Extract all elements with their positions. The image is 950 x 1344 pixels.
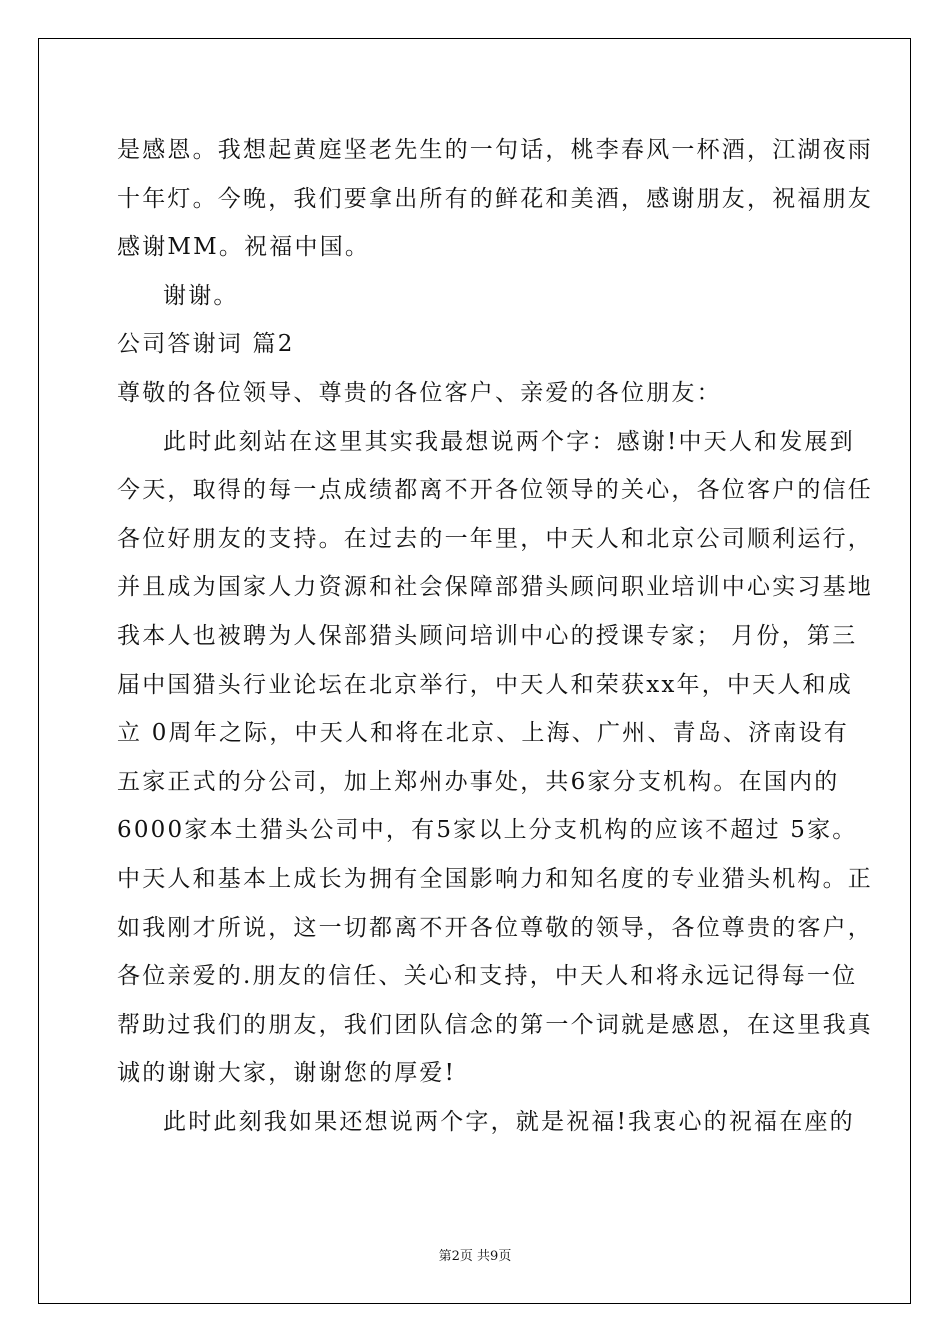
text-line: 各位亲爱的.朋友的信任、关心和支持，中天人和将永远记得每一位 bbox=[117, 963, 858, 990]
text-line: 如我刚才所说，这一切都离不开各位尊敬的领导，各位尊贵的客户， bbox=[117, 914, 873, 941]
section-heading: 公司答谢词 篇2 bbox=[117, 331, 295, 358]
text-line: 五家正式的分公司，加上郑州办事处，共6家分支机构。在国内的 bbox=[117, 768, 840, 795]
text-line: 此时此刻站在这里其实我最想说两个字：感谢!中天人和发展到 bbox=[163, 428, 855, 455]
text-line: 届中国猎头行业论坛在北京举行，中天人和荣获xx年，中天人和成 bbox=[117, 671, 853, 698]
text-line: 并且成为国家人力资源和社会保障部猎头顾问职业培训中心实习基地 bbox=[117, 574, 873, 601]
text-line: 我本人也被聘为人保部猎头顾问培训中心的授课专家； 月份，第三 bbox=[117, 622, 858, 649]
document-body bbox=[117, 126, 873, 1146]
text-line: 是感恩。我想起黄庭坚老先生的一句话，桃李春风一杯酒，江湖夜雨 bbox=[117, 137, 873, 163]
text-line: 立 0周年之际，中天人和将在北京、上海、广州、青岛、济南设有 bbox=[117, 720, 849, 747]
page-footer: 第2页 共9页 bbox=[438, 1249, 512, 1264]
text-line: 此时此刻我如果还想说两个字，就是祝福!我衷心的祝福在座的 bbox=[163, 1108, 855, 1135]
text-line: 6000家本土猎头公司中，有5家以上分支机构的应该不超过 5家。 bbox=[117, 817, 858, 844]
text-line: 感谢MM。祝福中国。 bbox=[117, 234, 371, 261]
text-line: 今天，取得的每一点成绩都离不开各位领导的关心，各位客户的信任 bbox=[117, 477, 873, 504]
text-line: 各位好朋友的支持。在过去的一年里，中天人和北京公司顺利运行， bbox=[117, 525, 873, 552]
text-line: 十年灯。今晚，我们要拿出所有的鲜花和美酒，感谢朋友，祝福朋友 bbox=[117, 185, 873, 212]
text-line: 帮助过我们的朋友，我们团队信念的第一个词就是感恩，在这里我真 bbox=[117, 1011, 873, 1038]
text-line: 诚的谢谢大家，谢谢您的厚爱! bbox=[117, 1060, 457, 1087]
text-line: 谢谢。 bbox=[163, 282, 239, 309]
text-line: 中天人和基本上成长为拥有全国影响力和知名度的专业猎头机构。正 bbox=[117, 865, 873, 892]
salutation: 尊敬的各位领导、尊贵的各位客户、亲爱的各位朋友： bbox=[117, 379, 722, 406]
